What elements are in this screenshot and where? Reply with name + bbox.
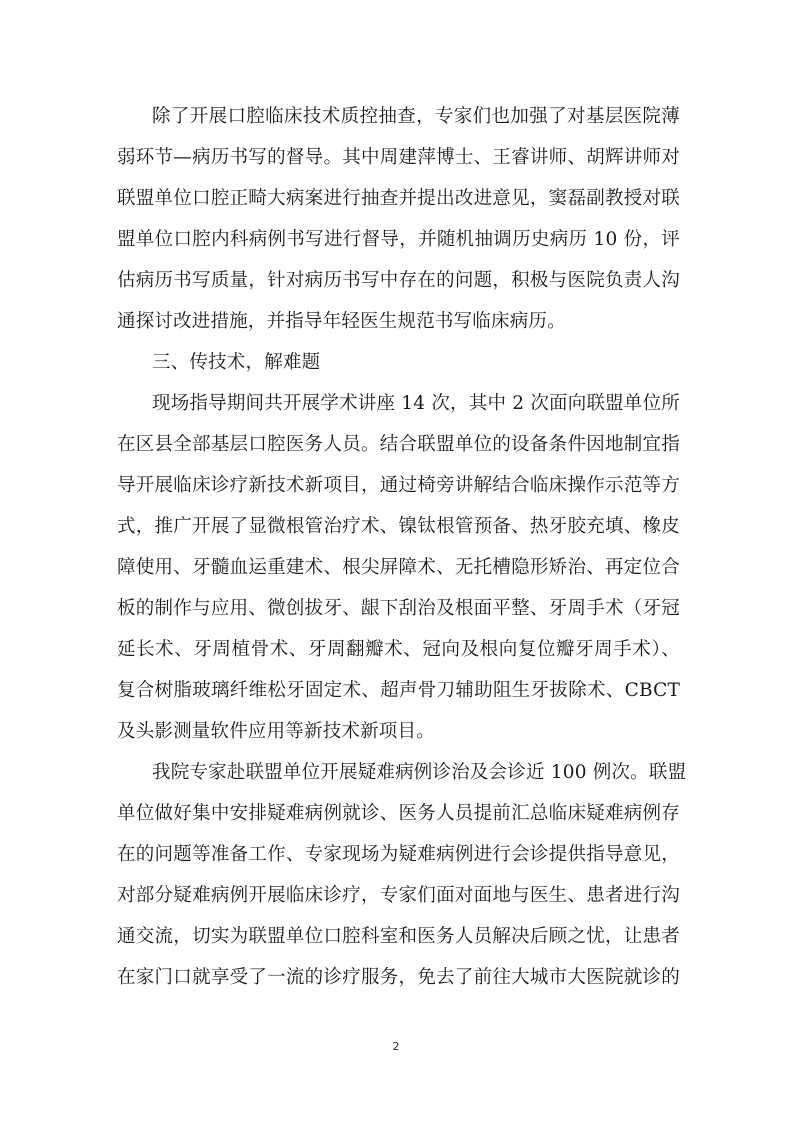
paragraph-line: 板的制作与应用、微创拔牙、龈下刮治及根面平整、牙周手术（牙冠 bbox=[117, 598, 680, 619]
paragraph-line: 式，推广开展了显微根管治疗术、镍钛根管预备、热牙胶充填、橡皮 bbox=[117, 516, 680, 537]
paragraph-line: 复合树脂玻璃纤维松牙固定术、超声骨刀辅助阻生牙拔除术、CBCT bbox=[117, 680, 680, 701]
paragraph-line: 弱环节—病历书写的督导。其中周建萍博士、王睿讲师、胡辉讲师对 bbox=[117, 147, 680, 168]
paragraph-line: 导开展临床诊疗新技术新项目，通过椅旁讲解结合临床操作示范等方 bbox=[117, 475, 680, 496]
paragraph-line: 对部分疑难病例开展临床诊疗，专家们面对面地与医生、患者进行沟 bbox=[117, 885, 680, 906]
paragraph-line: 除了开展口腔临床技术质控抽查，专家们也加强了对基层医院薄 bbox=[152, 106, 680, 127]
section-heading: 三、传技术，解难题 bbox=[152, 352, 321, 373]
paragraph-line: 通交流，切实为联盟单位口腔科室和医务人员解决后顾之忧，让患者 bbox=[117, 926, 680, 947]
paragraph-line: 及头影测量软件应用等新技术新项目。 bbox=[117, 721, 435, 742]
paragraph-line: 现场指导期间共开展学术讲座 14 次，其中 2 次面向联盟单位所 bbox=[152, 393, 680, 414]
paragraph-line: 单位做好集中安排疑难病例就诊、医务人员提前汇总临床疑难病例存 bbox=[117, 803, 680, 824]
paragraph-line: 盟单位口腔内科病例书写进行督导，并随机抽调历史病历 10 份，评 bbox=[117, 229, 680, 250]
paragraph-line: 估病历书写质量，针对病历书写中存在的问题，积极与医院负责人沟 bbox=[117, 270, 680, 291]
paragraph-line: 在的问题等准备工作、专家现场为疑难病例进行会诊提供指导意见， bbox=[117, 844, 680, 865]
paragraph-line: 在区县全部基层口腔医务人员。结合联盟单位的设备条件因地制宜指 bbox=[117, 434, 680, 455]
page-number: 2 bbox=[392, 1040, 400, 1053]
paragraph-line: 我院专家赴联盟单位开展疑难病例诊治及会诊近 100 例次。联盟 bbox=[152, 762, 687, 783]
paragraph-line: 在家门口就享受了一流的诊疗服务，免去了前往大城市大医院就诊的 bbox=[117, 967, 680, 988]
paragraph-line: 延长术、牙周植骨术、牙周翻瓣术、冠向及根向复位瓣牙周手术）、 bbox=[117, 639, 680, 660]
paragraph-line: 通探讨改进措施，并指导年轻医生规范书写临床病历。 bbox=[117, 311, 566, 332]
paragraph-line: 联盟单位口腔正畸大病案进行抽查并提出改进意见，窦磊副教授对联 bbox=[117, 188, 680, 209]
paragraph-line: 障使用、牙髓血运重建术、根尖屏障术、无托槽隐形矫治、再定位合 bbox=[117, 557, 680, 578]
